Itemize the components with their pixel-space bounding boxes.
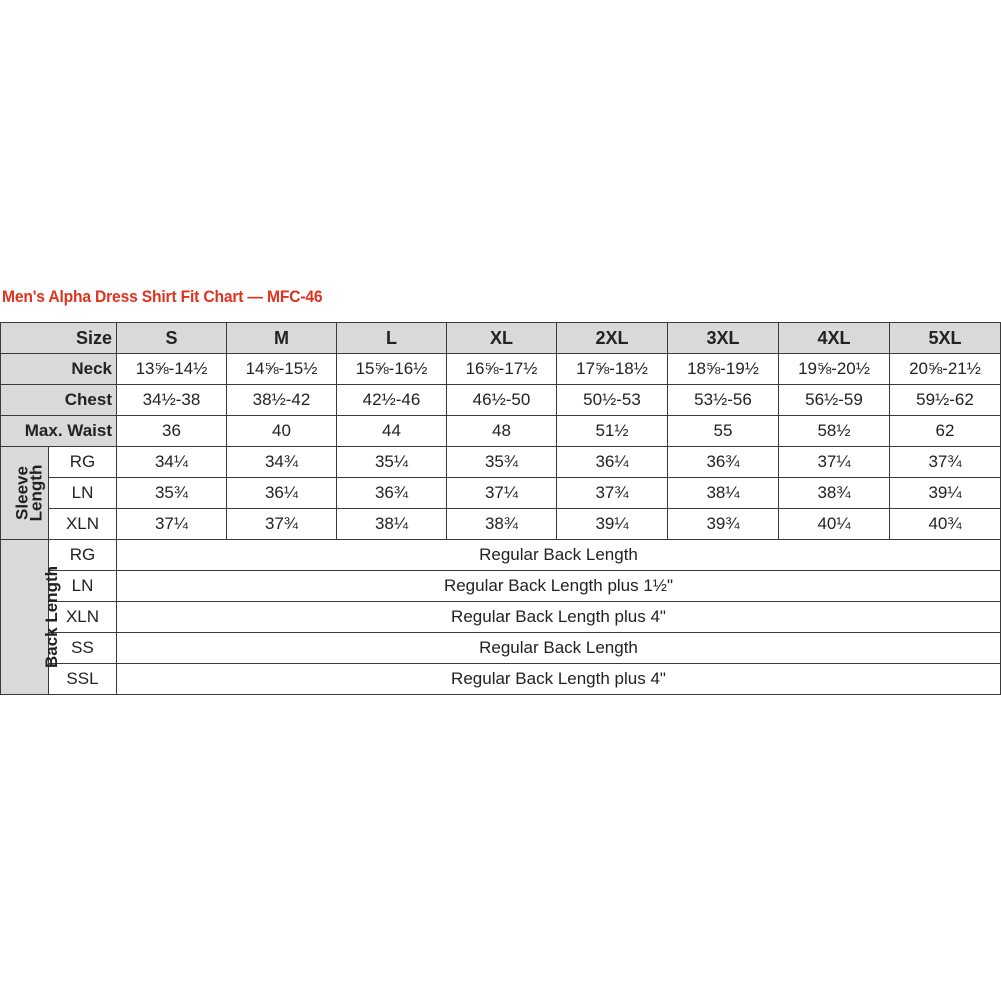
sleeve-value: 37¾ (890, 447, 1001, 478)
sleeve-value: 40¼ (779, 509, 890, 540)
back-length-group-label (1, 540, 62, 695)
back-length-group-text: Back Length (42, 565, 62, 669)
chest-value: 50½-53 (557, 385, 668, 416)
neck-value: 19⅝-20½ (779, 354, 890, 385)
sleeve-row (1, 447, 1001, 478)
back-length-sub-label: LN (49, 571, 117, 602)
sleeve-row (1, 509, 1001, 540)
back-length-value: Regular Back Length (117, 633, 1001, 664)
back-length-sub-label: XLN (49, 602, 117, 633)
sleeve-value: 34¾ (227, 447, 337, 478)
back-length-row (1, 602, 1001, 633)
chest-row (1, 385, 1001, 416)
sleeve-group-line2: Length (26, 464, 46, 522)
chest-label: Chest (1, 385, 117, 416)
size-header: 3XL (668, 323, 779, 354)
neck-row (1, 354, 1001, 385)
sleeve-value: 37¾ (557, 478, 668, 509)
waist-value: 48 (447, 416, 557, 447)
sleeve-group-line1: Sleeve (12, 466, 32, 520)
waist-label: Max. Waist (1, 416, 117, 447)
sleeve-value: 35¾ (447, 447, 557, 478)
sleeve-value: 39¼ (557, 509, 668, 540)
back-length-sub-label: SS (49, 633, 117, 664)
sleeve-sub-label: RG (49, 447, 117, 478)
sleeve-value: 36¾ (668, 447, 779, 478)
chest-value: 42½-46 (337, 385, 447, 416)
neck-value: 14⅝-15½ (227, 354, 337, 385)
sleeve-value: 38¾ (447, 509, 557, 540)
sleeve-value: 37¼ (447, 478, 557, 509)
size-header: M (227, 323, 337, 354)
size-header: XL (447, 323, 557, 354)
sleeve-value: 38¾ (779, 478, 890, 509)
waist-value: 62 (890, 416, 1001, 447)
neck-value: 13⅝-14½ (117, 354, 227, 385)
sleeve-value: 36¼ (557, 447, 668, 478)
sleeve-value: 37¼ (779, 447, 890, 478)
back-length-row (1, 633, 1001, 664)
neck-value: 18⅝-19½ (668, 354, 779, 385)
sleeve-value: 35¼ (337, 447, 447, 478)
back-length-value: Regular Back Length plus 4" (117, 602, 1001, 633)
chart-title: Men's Alpha Dress Shirt Fit Chart — MFC-46 (2, 287, 323, 306)
sleeve-value: 40¾ (890, 509, 1001, 540)
back-length-row (1, 664, 1001, 695)
size-header: S (117, 323, 227, 354)
waist-value: 40 (227, 416, 337, 447)
sleeve-value: 37¼ (117, 509, 227, 540)
back-length-value: Regular Back Length (117, 540, 1001, 571)
sleeve-value: 36¼ (227, 478, 337, 509)
sleeve-value: 38¼ (337, 509, 447, 540)
back-length-sub-label: RG (49, 540, 117, 571)
chest-value: 56½-59 (779, 385, 890, 416)
waist-row (1, 416, 1001, 447)
size-header: 5XL (890, 323, 1001, 354)
fit-chart-table (0, 322, 1001, 695)
size-header: 2XL (557, 323, 668, 354)
sleeve-sub-label: LN (49, 478, 117, 509)
chest-value: 34½-38 (117, 385, 227, 416)
back-length-row (1, 540, 1001, 571)
size-header: L (337, 323, 447, 354)
sleeve-value: 39¼ (890, 478, 1001, 509)
size-header-row (1, 323, 1001, 354)
sleeve-row (1, 478, 1001, 509)
waist-value: 44 (337, 416, 447, 447)
sleeve-value: 34¼ (117, 447, 227, 478)
back-length-sub-label: SSL (49, 664, 117, 695)
sleeve-sub-label: XLN (49, 509, 117, 540)
chest-value: 38½-42 (227, 385, 337, 416)
waist-value: 55 (668, 416, 779, 447)
sleeve-value: 39¾ (668, 509, 779, 540)
neck-value: 17⅝-18½ (557, 354, 668, 385)
back-length-value: Regular Back Length plus 4" (117, 664, 1001, 695)
waist-value: 51½ (557, 416, 668, 447)
neck-value: 20⅝-21½ (890, 354, 1001, 385)
neck-value: 16⅝-17½ (447, 354, 557, 385)
sleeve-value: 35¾ (117, 478, 227, 509)
sleeve-length-group-label (1, 447, 49, 540)
size-header: 4XL (779, 323, 890, 354)
sleeve-value: 36¾ (337, 478, 447, 509)
back-length-value: Regular Back Length plus 1½" (117, 571, 1001, 602)
chest-value: 53½-56 (668, 385, 779, 416)
chest-value: 46½-50 (447, 385, 557, 416)
waist-value: 36 (117, 416, 227, 447)
neck-value: 15⅝-16½ (337, 354, 447, 385)
chest-value: 59½-62 (890, 385, 1001, 416)
back-length-row (1, 571, 1001, 602)
size-label: Size (1, 323, 117, 354)
waist-value: 58½ (779, 416, 890, 447)
sleeve-value: 38¼ (668, 478, 779, 509)
sleeve-value: 37¾ (227, 509, 337, 540)
neck-label: Neck (1, 354, 117, 385)
